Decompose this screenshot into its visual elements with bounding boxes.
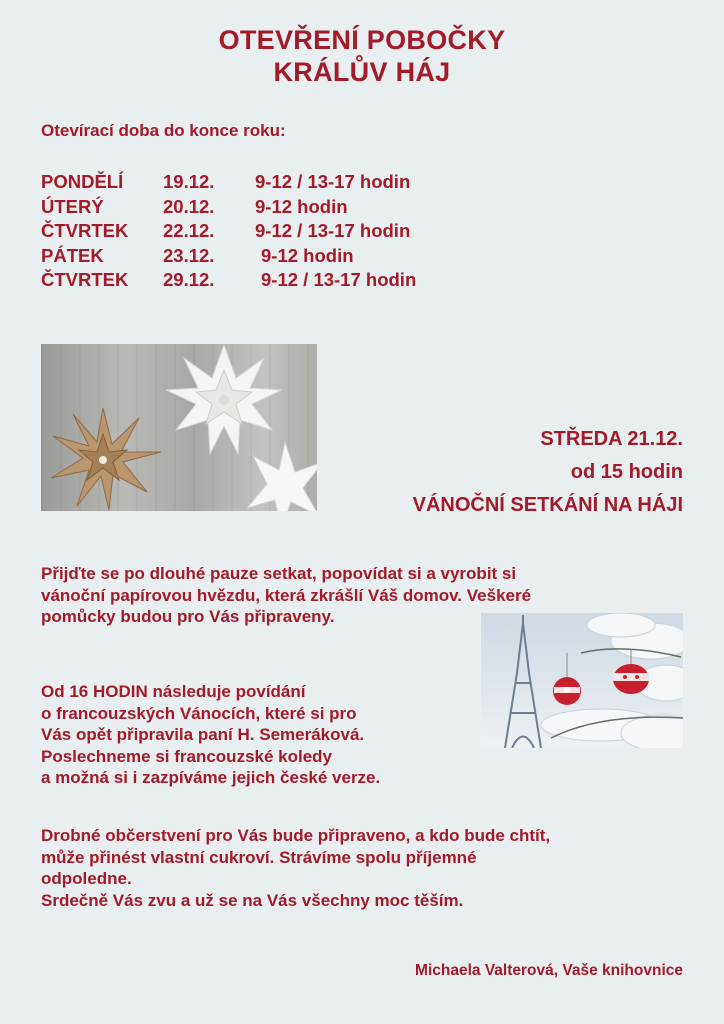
schedule-day: PÁTEK (41, 244, 104, 266)
page-title (0, 24, 724, 88)
schedule-hours: 9-12 hodin (261, 244, 354, 266)
schedule-day: ÚTERÝ (41, 195, 104, 217)
paragraph-invitation (41, 563, 531, 628)
paragraph-line: Drobné občerstvení pro Vás bude připraveno, a kdo bude chtít, (41, 826, 551, 845)
signature: Michaela Valterová, Vaše knihovnice (415, 962, 683, 979)
schedule-hours: 9-12 hodin (255, 195, 348, 217)
paragraph-french-christmas (41, 681, 380, 789)
paper-stars-photo (41, 344, 317, 511)
ornament-icon (553, 653, 581, 705)
schedule-date: 22.12. (163, 220, 215, 241)
schedule-day: PONDĚLÍ (41, 171, 124, 192)
schedule-hours: 9-12 / 13-17 hodin (255, 171, 411, 192)
schedule-hours: 9-12 / 13-17 hodin (261, 269, 417, 290)
event-block (413, 423, 683, 522)
paragraph-line: a možná si i zazpíváme jejich české verze. (41, 768, 381, 787)
event-name: VÁNOČNÍ SETKÁNÍ NA HÁJI (412, 494, 683, 516)
small-paper-star-icon (247, 442, 317, 511)
schedule-date: 19.12. (163, 171, 215, 192)
eiffel-tower-icon (505, 615, 541, 748)
paragraph-line: Od 16 HODIN následuje povídání (41, 682, 306, 701)
paragraph-line: odpoledne. (41, 869, 132, 888)
paragraph-line: o francouzských Vánocích, které si pro (41, 703, 357, 723)
opening-hours-heading: Otevírací doba do konce roku: (41, 121, 286, 140)
event-date: STŘEDA 21.12. (540, 428, 683, 450)
paragraph-line: Přijďte se po dlouhé pauze setkat, popovídat si a vyrobit si (41, 564, 517, 583)
schedule-hours: 9-12 / 13-17 hodin (255, 220, 411, 241)
white-paper-star-icon (166, 345, 282, 454)
title-line-2: KRÁLŮV HÁJ (273, 57, 451, 87)
brown-paper-star-icon (51, 408, 161, 510)
paragraph-line: může přinést vlastní cukroví. Strávíme spolu příjemné (41, 847, 477, 867)
title-line-1: OTEVŘENÍ POBOČKY (218, 25, 506, 55)
paragraph-line: Vás opět připravila paní H. Semeráková. (41, 725, 365, 744)
schedule-date: 29.12. (163, 269, 215, 290)
paragraph-line: Srdečně Vás zvu a už se na Vás všechny moc těším. (41, 890, 464, 910)
paragraph-line: Poslechneme si francouzské koledy (41, 746, 333, 766)
schedule-date: 20.12. (163, 195, 215, 217)
eiffel-ornaments-photo (481, 613, 683, 748)
paragraph-line: pomůcky budou pro Vás připraveny. (41, 607, 335, 626)
paragraph-line: vánoční papírovou hvězdu, která zkrášlí Váš domov. Veškeré (41, 585, 532, 605)
schedule-day: ČTVRTEK (41, 220, 129, 241)
event-time: od 15 hodin (570, 461, 683, 483)
schedule-date: 23.12. (163, 244, 215, 266)
paragraph-refreshments (41, 825, 550, 911)
schedule-day: ČTVRTEK (41, 269, 129, 290)
